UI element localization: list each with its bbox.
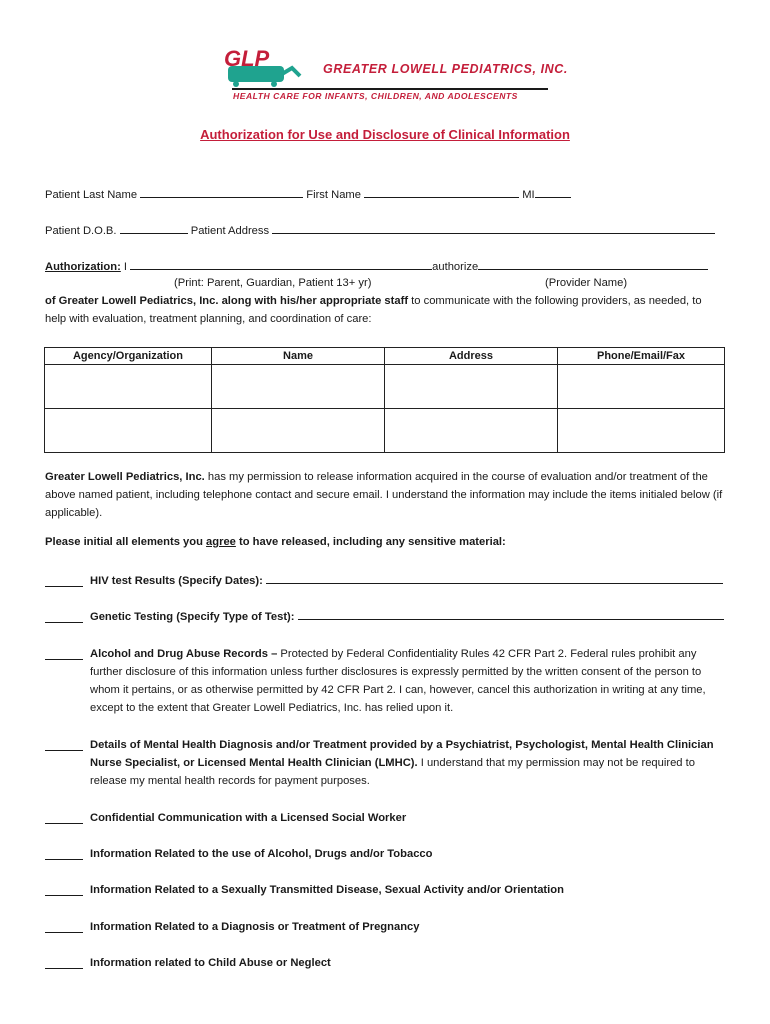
provider-hint: (Provider Name) [545,277,628,289]
mental-health-bold: Details of Mental Health Diagnosis and/or Treatment provided by a Psychiatrist, Psychologist, Mental Health Clinician Nurse Specialist, or Licensed Mental Health Clinician (LMHC). [90,739,714,769]
glp-logo-graphic [222,44,312,88]
alcohol-tobacco-label: Information Related to the use of Alcohol, Drugs and/or Tobacco [90,848,433,860]
glp-logo [222,44,312,88]
authorization-paragraph [45,292,725,328]
header-name: Name [212,348,385,365]
item-alcohol-drug-records [45,645,725,717]
hiv-label: HIV test Results (Specify Dates): [90,575,263,587]
initial-field-pregnancy[interactable] [45,921,83,933]
genetic-type-field[interactable] [298,608,724,620]
dob-label: Patient D.O.B. [45,225,117,237]
dob-field[interactable] [120,222,188,234]
table-cell[interactable] [212,365,385,409]
instruction-before: Please initial all elements you [45,536,207,548]
item-child-abuse [45,954,725,972]
table-row [45,409,725,453]
first-name-label: First Name [306,189,361,201]
header-agency: Agency/Organization [45,348,212,365]
item-mental-health [45,736,725,790]
table-cell[interactable] [385,409,558,453]
authorizer-name-field[interactable] [130,258,432,270]
address-label: Patient Address [190,225,270,237]
patient-dob-address-row [45,222,715,237]
hiv-dates-field[interactable] [266,572,723,584]
instruction-agree: agree [206,536,236,548]
table-cell[interactable] [45,365,212,409]
initial-field-social-worker[interactable] [45,812,83,824]
mi-label: MI [522,189,535,201]
initial-field-alcohol-records[interactable] [45,648,83,660]
permission-paragraph [45,468,725,522]
mental-health-rest: I understand that my permission may not be required to release my mental health records for payment purposes. [90,757,695,787]
authorization-label: Authorization: [45,261,121,273]
social-worker-label: Confidential Communication with a Licensed Social Worker [90,812,407,824]
initial-field-mental-health[interactable] [45,739,83,751]
authorization-row [45,258,708,273]
table-cell[interactable] [558,409,725,453]
table-cell[interactable] [212,409,385,453]
initial-instruction [45,536,506,548]
address-field[interactable] [272,222,715,234]
instruction-after: to have released, including any sensitive material: [235,536,506,548]
initial-field-std[interactable] [45,884,83,896]
table-cell[interactable] [385,365,558,409]
first-name-field[interactable] [364,186,519,198]
organization-tagline: HEALTH CARE FOR INFANTS, CHILDREN, AND ADOLESCENTS [233,91,518,101]
patient-name-row [45,186,571,201]
alcohol-records-rest: Protected by Federal Confidentiality Rules 42 CFR Part 2. Federal rules prohibit any further disclosure of this information unless further disclosures is expressly permitted by the written consent of the person to whom it pertains, or as otherwise permitted by 42 CFR Part 2. I can, however, cancel this authorization in writing at any time, except to the extent that Greater Lowell Pediatrics, Inc. has relied upon it. [90,648,706,714]
provider-name-field[interactable] [478,258,708,270]
item-genetic [45,608,725,626]
document-title: Authorization for Use and Disclosure of Clinical Information [200,127,570,142]
alcohol-records-bold: Alcohol and Drug Abuse Records – [90,648,278,660]
item-alcohol-drugs-tobacco [45,845,725,863]
logo-text: GLP [224,46,270,71]
last-name-label: Patient Last Name [45,189,138,201]
initial-field-hiv[interactable] [45,575,83,587]
print-hint: (Print: Parent, Guardian, Patient 13+ yr) [174,277,372,289]
authorization-bold: of Greater Lowell Pediatrics, Inc. along with his/her appropriate staff [45,295,409,307]
authorize-word: authorize [432,261,479,273]
table-header-row [45,348,725,365]
table-row [45,365,725,409]
organization-name: GREATER LOWELL PEDIATRICS, INC. [323,62,568,76]
header-contact: Phone/Email/Fax [558,348,725,365]
item-std [45,881,725,899]
pregnancy-label: Information Related to a Diagnosis or Treatment of Pregnancy [90,921,420,933]
table-cell[interactable] [558,365,725,409]
initial-field-genetic[interactable] [45,611,83,623]
authorization-i: I [123,261,128,273]
last-name-field[interactable] [140,186,303,198]
permission-rest: has my permission to release information acquired in the course of evaluation and/or treatment of the above named patient, including telephone contact and secure email. I understand the information may include the items initialed below (if applicable). [45,471,723,519]
child-abuse-label: Information related to Child Abuse or Neglect [90,957,331,969]
header-address: Address [385,348,558,365]
genetic-label: Genetic Testing (Specify Type of Test): [90,611,295,623]
item-social-worker [45,809,725,827]
initial-field-alcohol-tobacco[interactable] [45,848,83,860]
table-cell[interactable] [45,409,212,453]
initial-field-child-abuse[interactable] [45,957,83,969]
providers-table [44,347,725,453]
item-pregnancy [45,918,725,936]
item-hiv [45,572,725,590]
mi-field[interactable] [535,186,571,198]
permission-bold: Greater Lowell Pediatrics, Inc. [45,471,205,483]
std-label: Information Related to a Sexually Transmitted Disease, Sexual Activity and/or Orientation [90,884,564,896]
authorization-rest: to communicate with the following providers, as needed, to help with evaluation, treatment planning, and coordination of care: [45,295,702,325]
header-rule [232,88,548,90]
